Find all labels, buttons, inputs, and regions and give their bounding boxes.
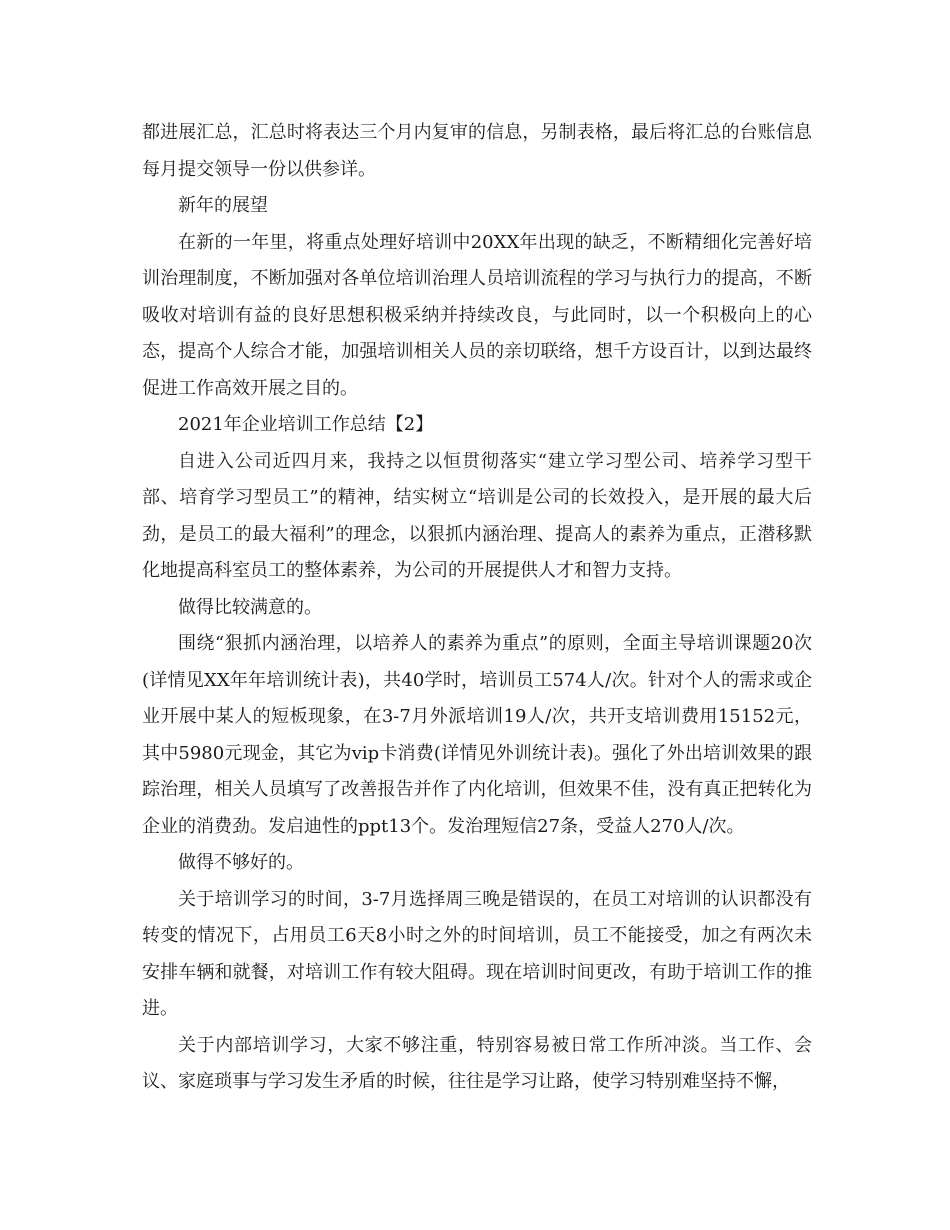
paragraph-training-time: 关于培训学习的时间，3-7月选择周三晚是错误的，在员工对培训的认识都没有转变的情况下，占用员工6天8小时之外的时间培训，员工不能接受，加之有两次未安排车辆和就餐，对培训工作有较大阻碍。现在培训时间更改，有助于培训工作的推进。 [142, 888, 812, 1019]
document-body [142, 115, 812, 1101]
heading-new-year-outlook: 新年的展望 [178, 195, 268, 216]
heading-not-good-enough: 做得不够好的。 [178, 852, 304, 873]
paragraph-internal-training: 关于内部培训学习，大家不够注重，特别容易被日常工作所冲淡。当工作、会议、家庭琐事与学习发生矛盾的时候，往往是学习让路，使学习特别难坚持不懈， [142, 1034, 812, 1092]
paragraph-achievements: 围绕“狠抓内涵治理，以培养人的素养为重点”的原则，全面主导培训课题20次(详情见XX年年培训统计表)，共40学时，培训员工574人/次。针对个人的需求或企业开展中某人的短板现象，在3-7月外派培训19人/次，共开支培训费用15152元，其中5980元现金，其它为vip卡消费(详情见外训统计表)。强化了外出培训效果的跟踪治理，相关人员填写了改善报告并作了内化培训，但效果不佳，没有真正把转化为企业的消费劲。发启迪性的ppt13个。发治理短信27条，受益人270人/次。 [142, 633, 812, 837]
heading-training-summary-2: 2021年企业培训工作总结【2】 [178, 414, 434, 435]
heading-satisfactory: 做得比较满意的。 [178, 596, 322, 618]
paragraph-new-year-plan: 在新的一年里，将重点处理好培训中20XX年出现的缺乏，不断精细化完善好培训治理制度，不断加强对各单位培训治理人员培训流程的学习与执行力的提高，不断吸收对培训有益的良好思想积极采纳并持续改良，与此同时，以一个积极向上的心态，提高个人综合才能，加强培训相关人员的亲切联络，想千方设百计，以到达最终促进工作高效开展之目的。 [142, 231, 812, 399]
paragraph-introduction: 自进入公司近四月来，我持之以恒贯彻落实“建立学习型公司、培养学习型干部、培育学习型员工”的精神，结实树立“培训是公司的长效投入，是开展的最大后劲，是员工的最大福利”的理念，以狠抓内涵治理、提高人的素养为重点，正潜移默化地提高科室员工的整体素养，为公司的开展提供人才和智力支持。 [142, 450, 812, 581]
paragraph-summary-continuation: 都进展汇总，汇总时将表达三个月内复审的信息，另制表格，最后将汇总的台账信息每月提交领导一份以供参详。 [142, 122, 812, 180]
